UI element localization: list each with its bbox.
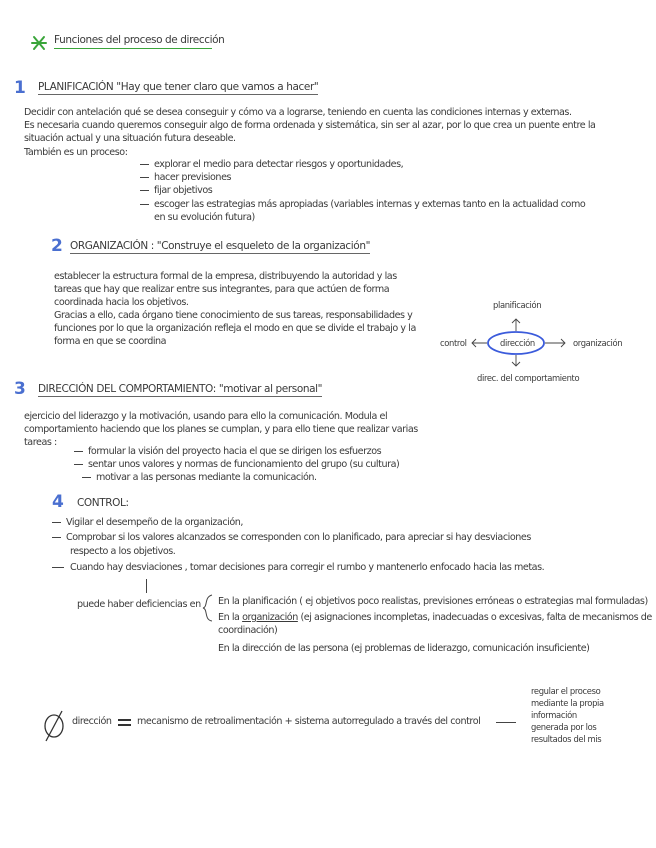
section-3-line: ejercicio del liderazgo y la motivación, usando para ello la comunicación. Modula el [24,411,388,422]
section-2-line: coordinada hacia los objetivos. [54,297,189,308]
section-1-number: 1 [14,78,26,98]
list-item: Comprobar si los valores alcanzados se corresponden con lo planificado, para apreciar si hay desviaciones [52,532,531,544]
list-item: motivar a las personas mediante la comunicación. [82,472,317,484]
deficiency-people: En la dirección de las persona (ej problemas de liderazgo, comunicación insuficiente) [218,643,590,654]
section-2-line: funciones por lo que la organización refleja el modo en que se divide el trabajo y la [54,323,416,334]
section-3-heading: DIRECCIÓN DEL COMPORTAMIENTO: "motivar al personal" [38,383,323,395]
section-1-heading: PLANIFICACIÓN "Hay que tener claro que vamos a hacer" [38,81,319,93]
diagram-center-label: dirección [500,338,535,348]
arrow-down [512,355,520,366]
list-item: en su evolución futura) [154,212,255,223]
page-title: Funciones del proceso de dirección [54,34,212,49]
deficiency-label: puede haber deficiencias en [77,599,201,610]
diagram-top-label: planificación [493,300,542,310]
arrow-left [472,339,487,347]
list-item: hacer previsiones [140,172,231,184]
star-icon [30,35,48,51]
list-item: Vigilar el desempeño de la organización, [52,517,243,529]
empty-set-icon [40,708,68,744]
section-3-line: tareas : [24,437,57,448]
formula-note-line: información [531,710,577,720]
arrow-up [512,319,520,331]
diagram-bottom-label: direc. del comportamiento [477,373,580,383]
list-item: sentar unos valores y normas de funcionamiento del grupo (su cultura) [74,459,399,471]
list-item: explorar el medio para detectar riesgos y oportunidades, [140,159,403,171]
list-item: respecto a los objetivos. [70,546,176,557]
section-1-paragraph: Decidir con antelación qué se desea conseguir y cómo va a lograrse, teniendo en cuenta las condiciones internas y externas. [24,107,572,118]
deficiency-organization-cont: coordinación) [218,625,278,636]
brace-icon [200,593,214,623]
section-2-number: 2 [51,236,63,256]
section-4-heading: CONTROL: [77,497,129,509]
section-2-line: tareas que hay que realizar entre sus integrantes, para que actúen de forma [54,284,390,295]
arrow-right [545,339,565,347]
section-1-paragraph: También es un proceso: [24,147,128,158]
section-2-line: Gracias a ello, cada órgano tiene conocimiento de sus tareas, responsabilidades y [54,310,413,321]
diagram-right-label: organización [573,338,623,348]
deficiency-organization: En la organización (ej asignaciones incompletas, inadecuadas o excesivas, falta de mecanismos de [218,612,652,623]
equals-icon [118,719,131,726]
formula-dash [496,722,516,723]
section-1-paragraph: Es necesaria cuando queremos conseguir algo de forma ordenada y sistemática, sin ser al azar, por lo que crea un puente entre la [24,120,596,131]
section-3-line: comportamiento haciendo que los planes se cumplan, y para ello tiene que realizar varias [24,424,418,435]
formula-note-line: mediante la propia [531,698,604,708]
section-2-line: forma en que se coordina [54,336,167,347]
deficiency-planning: En la planificación ( ej objetivos poco realistas, previsiones erróneas o estrategias mal formuladas) [218,596,648,607]
diagram-left-label: control [440,338,467,348]
list-item: Cuando hay desviaciones , tomar decisiones para corregir el rumbo y mantenerlo enfocado hacia las metas. [52,562,544,574]
section-2-heading: ORGANIZACIÓN : "Construye el esqueleto de la organización" [70,240,370,252]
list-item: formular la visión del proyecto hacia el que se dirigen los esfuerzos [74,446,381,458]
connector-line [146,579,147,593]
formula-right: mecanismo de retroalimentación + sistema autorregulado a través del control [137,716,481,727]
formula-note-line: regular el proceso [531,686,601,696]
formula-left: dirección [72,716,112,727]
formula-note-line: generada por los [531,722,597,732]
list-item: escoger las estrategias más apropiadas (variables internas y externas tanto en la actualidad como [140,199,585,211]
section-1-paragraph: situación actual y una situación futura deseable. [24,133,236,144]
formula-note-line: resultados del mis [531,734,602,744]
section-2-line: establecer la estructura formal de la empresa, distribuyendo la autoridad y las [54,271,397,282]
section-4-number: 4 [52,492,64,512]
section-3-number: 3 [14,379,26,399]
list-item: fijar objetivos [140,185,212,197]
